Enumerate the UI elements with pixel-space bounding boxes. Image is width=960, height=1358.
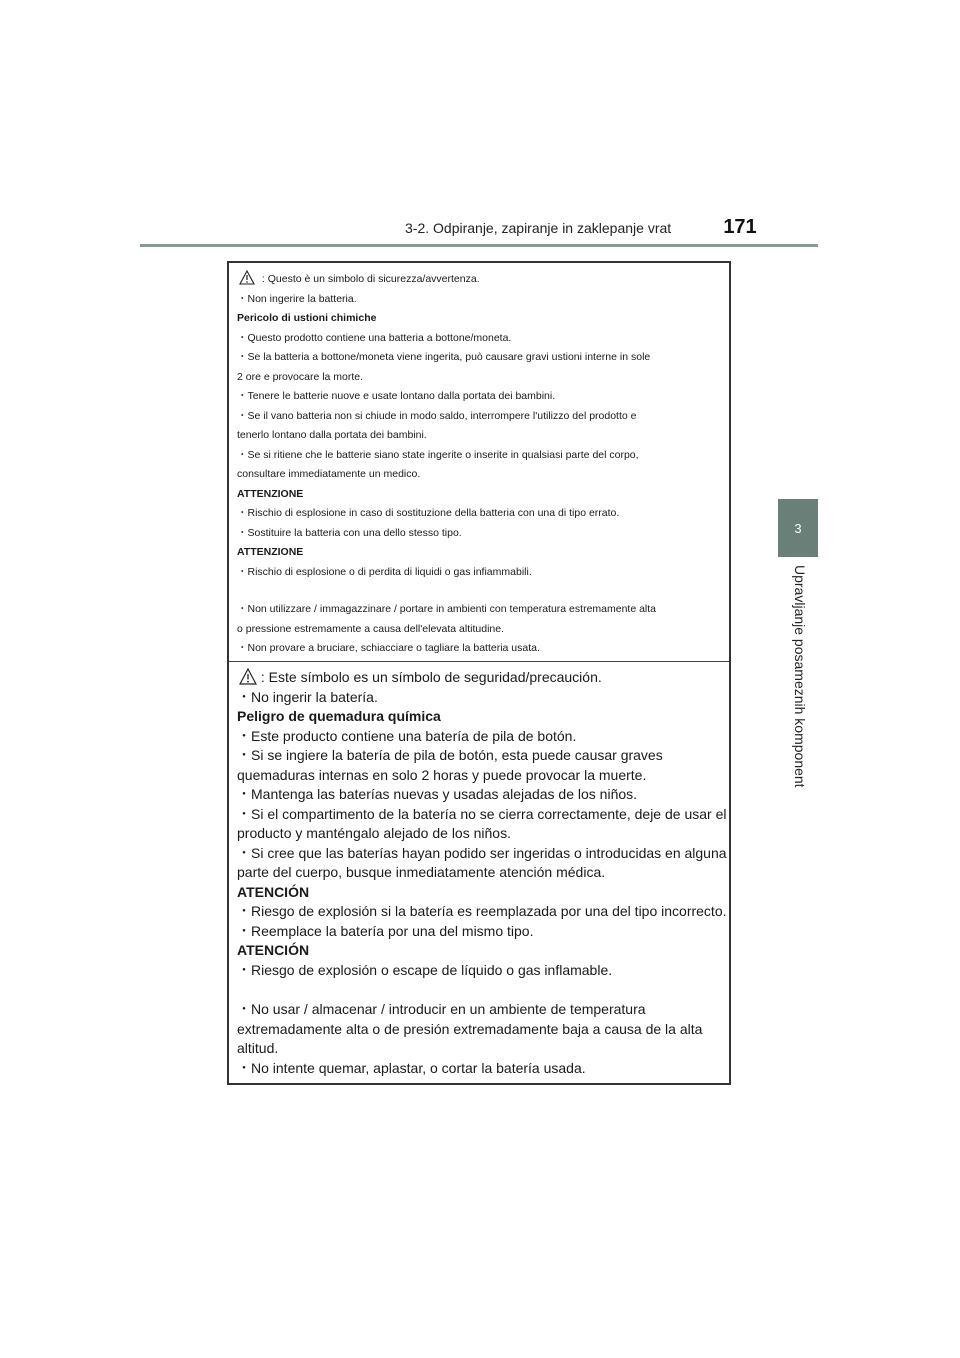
italian-line: ・Non utilizzare / immagazzinare / portare in ambienti con temperatura estremamente alta bbox=[237, 603, 657, 615]
italian-line: 2 ore e provocare la morte. bbox=[237, 370, 364, 383]
italian-line: ・Se si ritiene che le batterie siano state ingerite o inserite in qualsiasi parte del corpo, bbox=[237, 448, 639, 461]
italian-line: ・Se il vano batteria non si chiude in modo saldo, interrompere l'utilizzo del prodotto e bbox=[237, 409, 637, 422]
italian-heading: ATTENZIONE bbox=[237, 487, 304, 500]
spanish-line: parte del cuerpo, busque inmediatamente atención médica. bbox=[237, 864, 606, 880]
spanish-line: quemaduras internas en solo 2 horas y puede provocar la muerte. bbox=[237, 766, 647, 783]
spanish-line: ・Riesgo de explosión o escape de líquido o gas inflamable. bbox=[237, 961, 613, 978]
chapter-tab bbox=[778, 499, 818, 557]
italian-line: ・Sostituire la batteria con una dello stesso tipo. bbox=[237, 526, 462, 539]
spanish-symbol-line bbox=[237, 668, 719, 688]
italian-spacer bbox=[237, 582, 719, 600]
spanish-line: ・No usar / almacenar / introducir en un ambiente de temperatura bbox=[237, 1001, 646, 1017]
italian-line: ・Non provare a bruciare, schiacciare o tagliare la batteria usata. bbox=[237, 642, 540, 654]
warning-triangle-icon bbox=[239, 668, 257, 685]
battery-warning-box bbox=[227, 261, 731, 1085]
spanish-line: altitud. bbox=[237, 1040, 279, 1056]
italian-symbol-text: : Questo è un simbolo di sicurezza/avvertenza. bbox=[261, 273, 480, 285]
spanish-line: ・Si se ingiere la batería de pila de botón, esta puede causar graves bbox=[237, 747, 663, 763]
spanish-line: ・Si el compartimento de la batería no se cierra correctamente, deje de usar el bbox=[237, 805, 727, 822]
italian-line: ・Se la batteria a bottone/moneta viene ingerita, può causare gravi ustioni interne in sole bbox=[237, 351, 651, 363]
spanish-line: ・Este producto contiene una batería de pila de botón. bbox=[237, 727, 577, 744]
italian-line: tenerlo lontano dalla portata dei bambini. bbox=[237, 429, 427, 441]
spanish-line: ・No intente quemar, aplastar, o cortar la batería usada. bbox=[237, 1059, 586, 1076]
page-number: 171 bbox=[723, 216, 757, 238]
section-title: 3-2. Odpiranje, zapiranje in zaklepanje vrat bbox=[405, 220, 672, 236]
italian-symbol-line bbox=[237, 270, 719, 290]
italian-line: consultare immediatamente un medico. bbox=[237, 468, 421, 480]
spanish-spacer bbox=[237, 980, 719, 1000]
italian-heading: ATTENZIONE bbox=[237, 546, 304, 558]
spanish-line: ・Si cree que las baterías hayan podido ser ingeridas o introducidas en alguna bbox=[237, 844, 727, 861]
spanish-line: ・Mantenga las baterías nuevas y usadas alejadas de los niños. bbox=[237, 786, 638, 802]
italian-line: ・Tenere le batterie nuove e usate lontano dalla portata dei bambini. bbox=[237, 390, 556, 402]
spanish-heading: Peligro de quemadura química bbox=[237, 708, 441, 724]
chapter-title: Upravljanje posameznih komponent bbox=[792, 565, 808, 788]
italian-heading: Pericolo di ustioni chimiche bbox=[237, 312, 377, 324]
spanish-line: extremadamente alta o de presión extremadamente baja a causa de la alta bbox=[237, 1020, 703, 1037]
italian-warning-block bbox=[229, 263, 729, 662]
header-divider bbox=[140, 244, 818, 247]
italian-line: ・Rischio di esplosione o di perdita di liquidi o gas infiammabili. bbox=[237, 565, 532, 578]
spanish-line: ・Reemplace la batería por una del mismo tipo. bbox=[237, 922, 534, 939]
spanish-line: producto y manténgalo alejado de los niños. bbox=[237, 825, 511, 841]
spanish-warning-block bbox=[229, 662, 729, 1083]
italian-line: o pressione estremamente a causa dell'elevata altitudine. bbox=[237, 622, 504, 635]
spanish-heading: ATENCIÓN bbox=[237, 883, 310, 900]
italian-line: ・Questo prodotto contiene una batteria a bottone/moneta. bbox=[237, 331, 512, 344]
spanish-symbol-text: : Este símbolo es un símbolo de seguridad/precaución. bbox=[260, 669, 602, 685]
italian-line: ・Non ingerire la batteria. bbox=[237, 292, 357, 305]
chapter-number: 3 bbox=[794, 520, 802, 536]
warning-triangle-icon bbox=[239, 270, 255, 285]
spanish-heading: ATENCIÓN bbox=[237, 942, 310, 958]
italian-line: ・Rischio di esplosione in caso di sostituzione della batteria con una di tipo errato. bbox=[237, 507, 620, 519]
spanish-line: ・Riesgo de explosión si la batería es reemplazada por una del tipo incorrecto. bbox=[237, 903, 727, 919]
spanish-line: ・No ingerir la batería. bbox=[237, 688, 378, 705]
